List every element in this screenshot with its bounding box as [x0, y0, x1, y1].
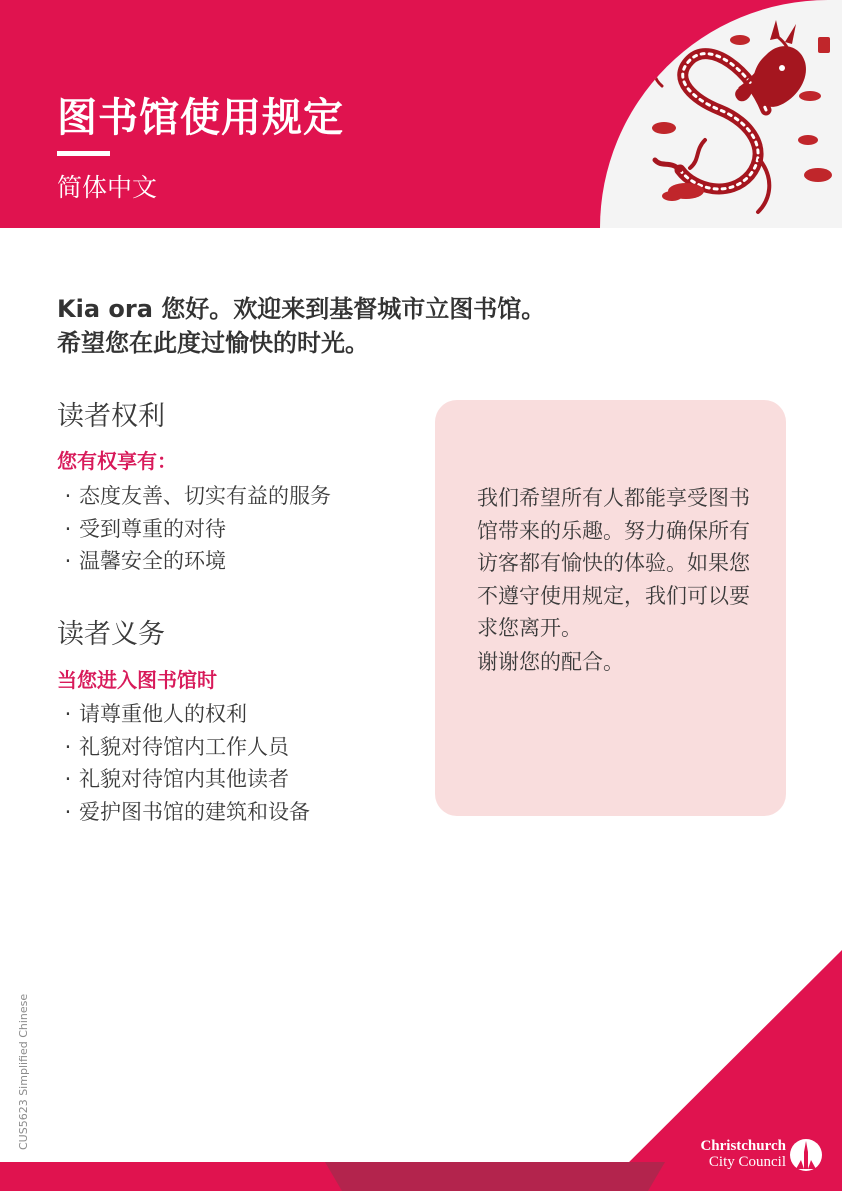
page-title: 图书馆使用规定	[57, 95, 344, 141]
bullet-icon: ·	[64, 799, 72, 824]
responsibilities-subheading: 当您进入图书馆时	[57, 668, 217, 692]
logo-line-1: Christchurch	[700, 1138, 786, 1154]
list-item: · 受到尊重的对待	[57, 513, 331, 546]
notice-thanks: 谢谢您的配合。	[477, 650, 624, 674]
bullet-icon: ·	[64, 516, 72, 541]
notice-text: 我们希望所有人都能享受图书馆带来的乐趣。努力确保所有访客都有愉快的体验。如果您不遵守使用规定，我们可以要求您离开。	[477, 486, 750, 640]
cathedral-logo-icon	[789, 1138, 823, 1172]
bullet-icon: ·	[64, 702, 72, 726]
bullet-icon: ·	[64, 767, 72, 791]
language-label: 简体中文	[57, 173, 158, 202]
rights-heading: 读者权利	[57, 401, 165, 432]
welcome-line-2: 希望您在此度过愉快的时光。	[57, 329, 369, 357]
list-item: · 态度友善、切实有益的服务	[57, 480, 331, 513]
document-code: CUS5623 Simplified Chinese	[17, 993, 30, 1150]
list-item: · 礼貌对待馆内其他读者	[57, 763, 310, 796]
bullet-icon: ·	[64, 549, 72, 573]
list-item: · 爱护图书馆的建筑和设备	[57, 796, 310, 829]
list-item: · 礼貌对待馆内工作人员	[57, 731, 310, 764]
bullet-icon: ·	[64, 484, 72, 508]
list-item: · 请尊重他人的权利	[57, 698, 310, 731]
rights-subheading: 您有权享有：	[57, 449, 177, 473]
footer-bar-accent	[325, 1162, 665, 1191]
responsibilities-heading: 读者义务	[57, 619, 165, 650]
list-item: · 温馨安全的环境	[57, 545, 331, 578]
council-logo-text	[682, 1138, 786, 1170]
logo-line-2: City Council	[708, 1154, 786, 1170]
welcome-line-1: Kia ora 您好。欢迎来到基督城市立图书馆。	[57, 295, 546, 323]
bullet-icon: ·	[64, 734, 72, 759]
